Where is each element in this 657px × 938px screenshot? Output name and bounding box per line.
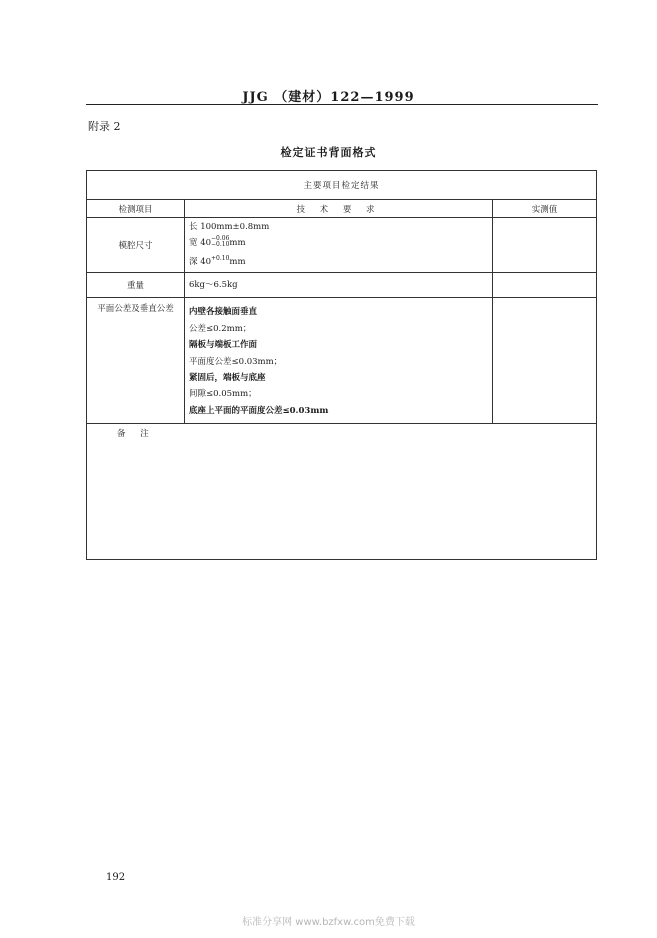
table-row: [87, 218, 597, 273]
requirements-cell: [185, 273, 493, 298]
watermark: 标准分享网 www.bzfxw.com免费下载: [242, 917, 415, 928]
depth-tolerance-upper: +0.10: [211, 255, 230, 262]
row-item-label: 模腔尺寸: [87, 218, 185, 273]
row-item-label: 平面公差及垂直公差: [87, 298, 185, 424]
certificate-table: [86, 170, 597, 560]
requirement-line-depth: 深 $40^{+0.10}mm$: [189, 255, 246, 267]
column-header-measured: 实测值: [493, 200, 597, 218]
requirement-line: 6kg～6.5kg: [189, 279, 238, 290]
table-row: [87, 273, 597, 298]
standard-header-title: JJG （建材）122—1999: [242, 90, 415, 105]
requirement-line: 公差≤0.2mm；: [189, 323, 252, 334]
requirement-line: 隔板与端板工作面: [189, 340, 258, 351]
requirement-line: 间隙≤0.05mm；: [189, 389, 257, 400]
remarks-label: 备 注: [117, 429, 155, 440]
page-number: 192: [106, 872, 126, 883]
column-header-item: 检测项目: [87, 200, 185, 218]
measured-value-cell: [493, 273, 597, 298]
requirement-line: 内壁各接触面垂直: [189, 307, 258, 318]
appendix-label: 附录 2: [88, 120, 121, 133]
document-title: 检定证书背面格式: [280, 146, 377, 159]
requirement-line: 紧固后，端板与底座: [189, 372, 266, 383]
table-caption: 主要项目检定结果: [87, 171, 597, 200]
requirements-cell: [185, 298, 493, 424]
measured-value-cell: [493, 298, 597, 424]
header-rule: [86, 104, 598, 105]
width-tolerance-lower: −0.10: [211, 241, 230, 248]
requirement-line: 长 100mm±0.8mm: [189, 222, 270, 232]
width-unit: mm: [229, 237, 246, 248]
table-row: [87, 298, 597, 424]
requirements-cell: [185, 218, 493, 273]
requirement-line: 底座上平面的平面度公差≤0.03mm: [189, 405, 329, 416]
remarks-cell: [87, 424, 597, 560]
depth-unit: mm: [229, 256, 246, 267]
requirement-line: 平面度公差≤0.03mm；: [189, 356, 283, 367]
requirement-line-width: 宽 40 −0.06 −0.10 mm: [189, 235, 246, 248]
measured-value-cell: [493, 218, 597, 273]
row-item-label: 重量: [87, 273, 185, 298]
column-header-requirements: 技 术 要 求: [185, 200, 493, 218]
width-tolerance-upper: −0.06: [211, 235, 230, 242]
